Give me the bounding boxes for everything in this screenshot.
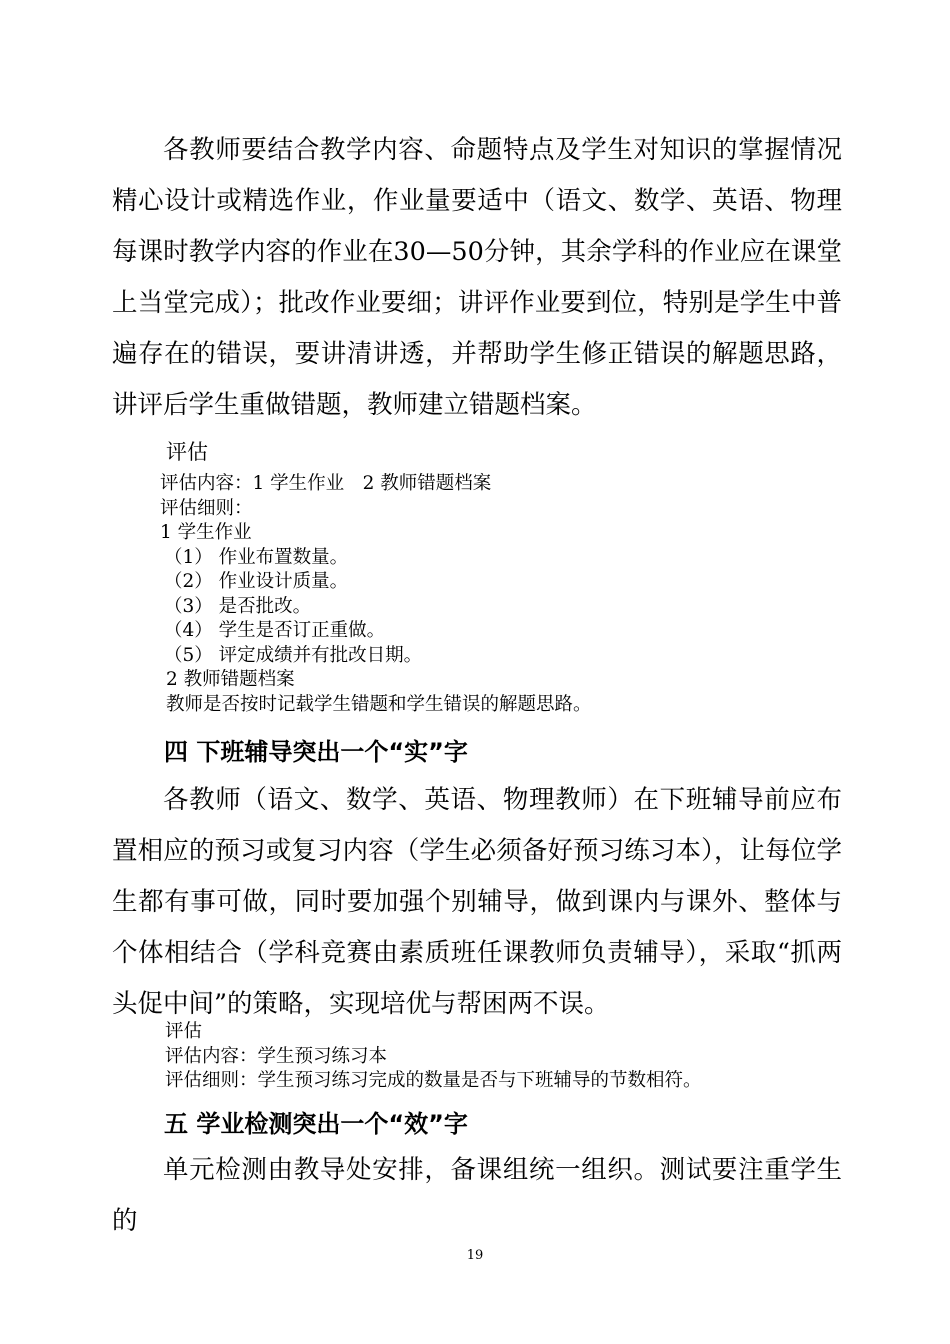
evaluation-line: 评估 — [165, 1021, 203, 1042]
evaluation-line: （3） 是否批改。 — [164, 595, 312, 617]
section-heading-5: 五 学业检测突出一个“效”字 — [164, 1110, 468, 1138]
paragraph-homework-design: 各教师要结合教学内容、命题特点及学生对知识的掌握情况精心设计或精选作业，作业量要适中（语文、数学、英语、物理每课时教学内容的作业在30—50分钟，其余学科的作业应在课堂上当堂完成）；批改作业要细；讲评作业要到位，特别是学生中普遍存在的错误，要讲清讲透，并帮助学生修正错误的解题思路，讲评后学生重做错题，教师建立错题档案。 — [112, 135, 842, 420]
evaluation-line: 评估内容：学生预习练习本 — [165, 1045, 388, 1067]
evaluation-line: （5） 评定成绩并有批改日期。 — [164, 644, 423, 666]
evaluation-details-tutoring — [165, 1020, 702, 1094]
evaluation-line: 评估细则： — [160, 497, 253, 519]
evaluation-line: （2） 作业设计质量。 — [164, 571, 349, 592]
evaluation-line: 评估细则：学生预习练习完成的数量是否与下班辅导的节数相符。 — [165, 1070, 702, 1091]
evaluation-line: 1 学生作业 — [160, 522, 252, 543]
evaluation-title: 评估 — [166, 440, 208, 464]
evaluation-line: （4） 学生是否订正重做。 — [164, 620, 386, 641]
evaluation-line: 评估内容：1 学生作业 2 教师错题档案 — [160, 473, 492, 494]
paragraph-unit-test: 单元检测由教导处安排，备课组统一组织。测试要注重学生的 — [112, 1155, 842, 1236]
section-heading-4: 四 下班辅导突出一个“实”字 — [164, 738, 468, 766]
paragraph-tutoring: 各教师（语文、数学、英语、物理教师）在下班辅导前应布置相应的预习或复习内容（学生必须备好预习练习本），让每位学生都有事可做，同时要加强个别辅导，做到课内与课外、整体与个体相结合（学科竞赛由素质班任课教师负责辅导），采取“抓两头促中间”的策略，实现培优与帮困两不误。 — [112, 785, 842, 1019]
evaluation-details-homework — [160, 472, 592, 717]
evaluation-line: （1） 作业布置数量。 — [164, 546, 349, 568]
page-number: 19 — [466, 1248, 484, 1263]
evaluation-line: 2 教师错题档案 — [166, 669, 295, 690]
evaluation-line: 教师是否按时记载学生错题和学生错误的解题思路。 — [166, 693, 592, 715]
